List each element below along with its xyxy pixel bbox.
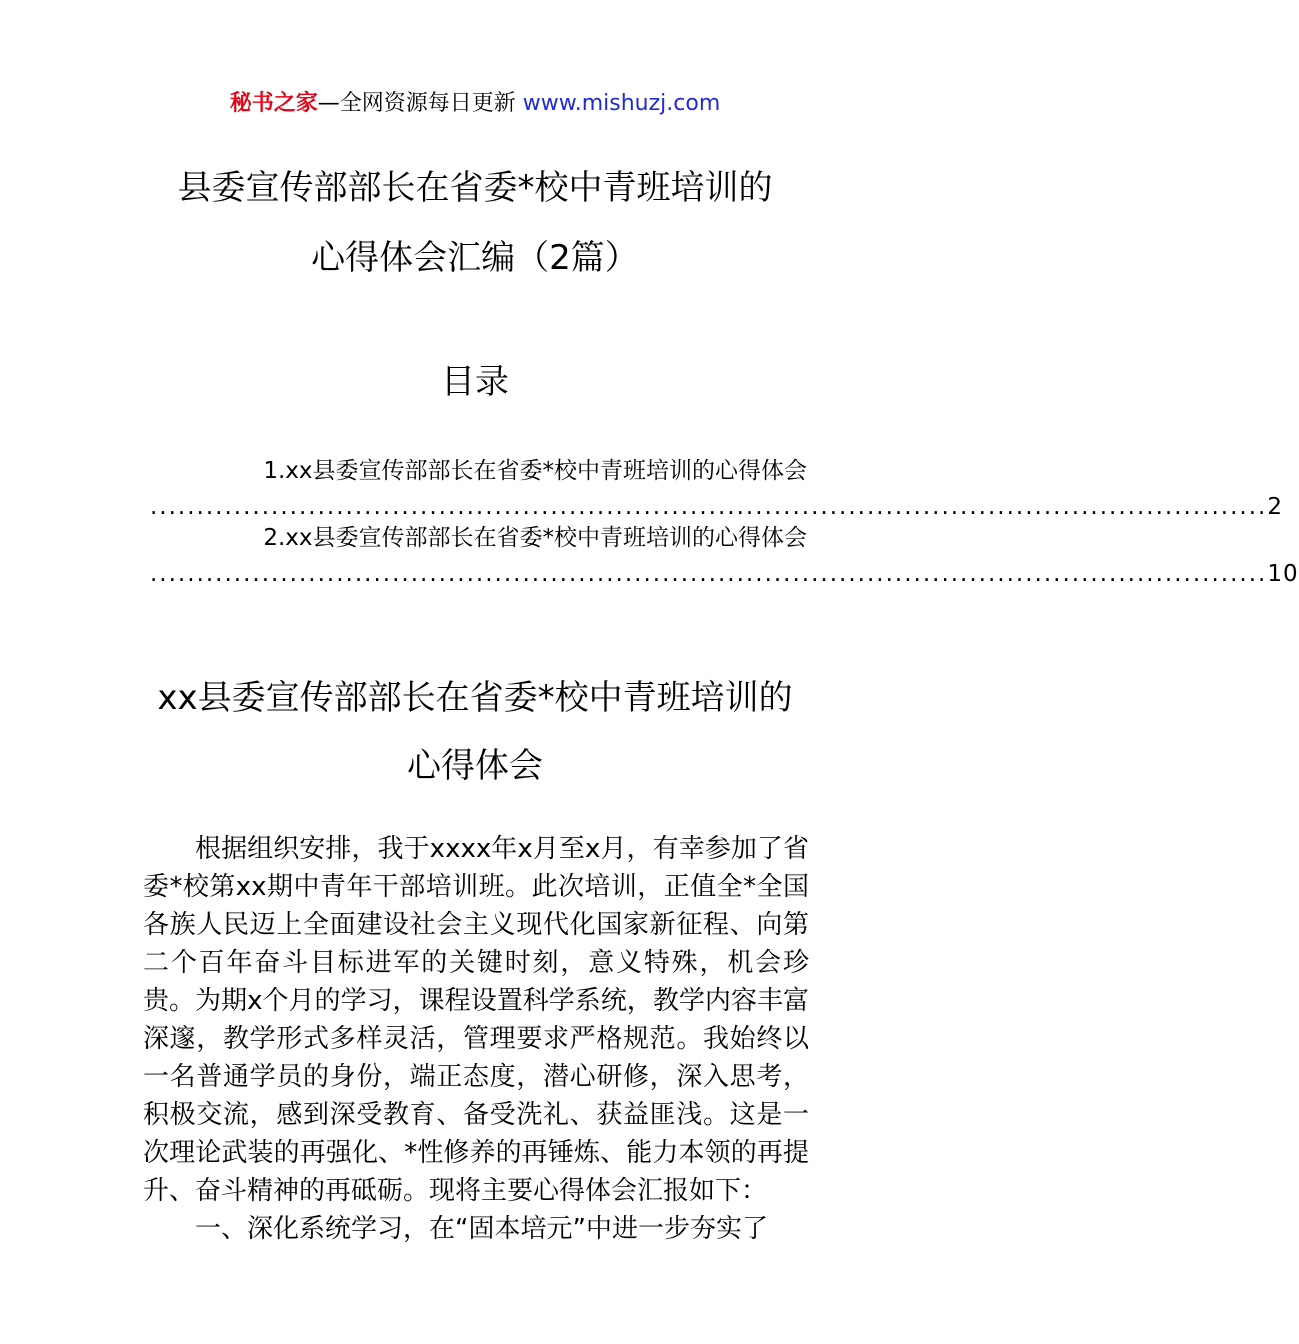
- site-header: [0, 86, 950, 122]
- body-paragraph: 根据组织安排，我于xxxx年x月至x月，有幸参加了省委*校第xx期中青年干部培训班。此次培训，正值全*全国各族人民迈上全面建设社会主义现代化国家新征程、向第二个百年奋斗目标进军的关键时刻，意义特殊，机会珍贵。为期x个月的学习，课程设置科学系统，教学内容丰富深邃，教学形式多样灵活，管理要求严格规范。我始终以一名普通学员的身份，端正态度，潜心研修，深入思考，积极交流，感到深受教育、备受洗礼、获益匪浅。这是一次理论武装的再强化、*性修养的再锤炼、能力本领的再提升、奋斗精神的再砥砺。现将主要心得体会汇报如下：: [143, 834, 809, 1206]
- toc-page-number: 10: [1267, 561, 1299, 587]
- toc-entry-text: 2.xx县委宣传部部长在省委*校中青班培训的心得体会: [263, 525, 807, 551]
- site-url-link[interactable]: www.mishuzj.com: [522, 91, 721, 116]
- document-title-line-1: 县委宣传部部长在省委*校中青班培训的: [177, 168, 773, 208]
- section-title-line-2: 心得体会: [407, 746, 543, 786]
- brand-name: 秘书之家: [229, 91, 318, 116]
- toc-entry-text: 1.xx县委宣传部部长在省委*校中青班培训的心得体会: [263, 458, 807, 484]
- body-paragraph: 一、深化系统学习，在“固本培元”中进一步夯实了: [195, 1214, 768, 1244]
- toc-heading: 目录: [441, 362, 509, 402]
- section-body: [143, 830, 809, 1248]
- header-tagline: —全网资源每日更新: [317, 91, 516, 116]
- toc-entry-leader-row: [150, 556, 1299, 592]
- toc-dot-leader: ........................................................................................................................: [150, 494, 1268, 520]
- document-title-line-2: 心得体会汇编（2篇）: [311, 238, 639, 278]
- toc-page-number: 2: [1267, 494, 1283, 520]
- section-title-line-1: xx县委宣传部部长在省委*校中青班培训的: [157, 678, 793, 718]
- toc-dot-leader: ........................................................................................................................: [150, 561, 1268, 587]
- toc-entry[interactable]: [150, 453, 1283, 525]
- toc-entry[interactable]: [150, 520, 1299, 592]
